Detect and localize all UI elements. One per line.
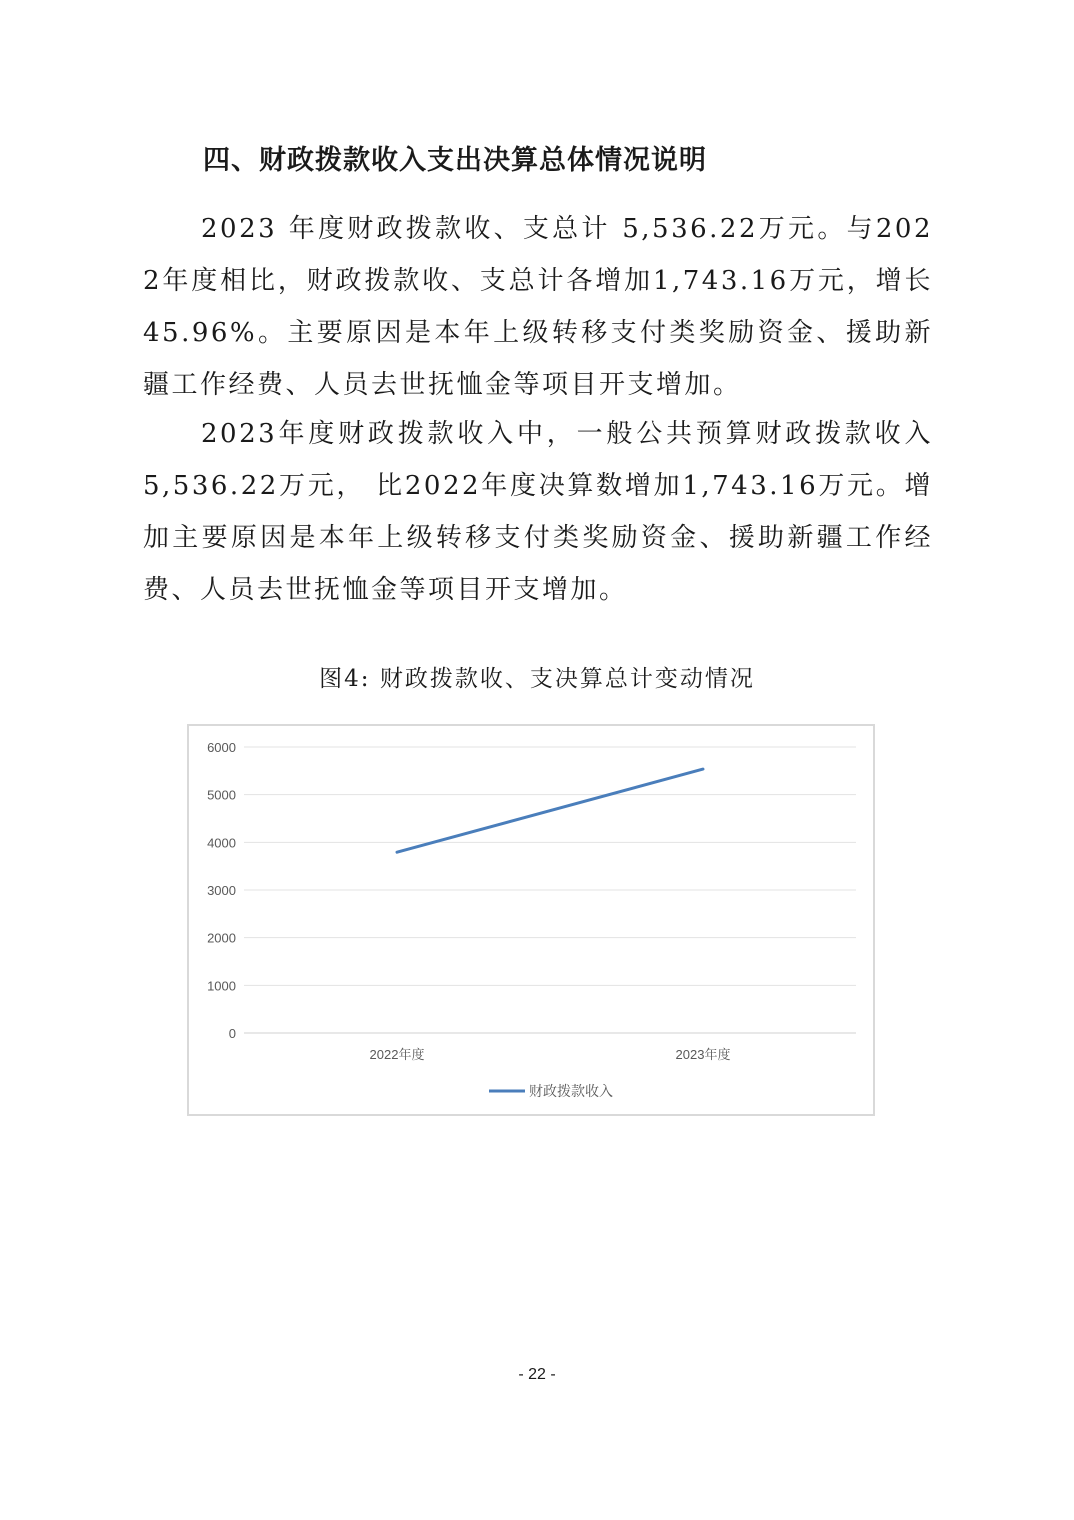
y-tick-label: 1000	[207, 978, 236, 994]
paragraph-income: 2023年度财政拨款收入中，一般公共预算财政拨款收入5,536.22万元， 比2022年度决算数增加1,743.16万元。增加主要原因是本年上级转移支付类奖励资金、援助新疆工作经费、人员去世抚恤金等项目开支增加。	[143, 419, 933, 605]
x-tick-label: 2022年度	[369, 1047, 425, 1062]
figure-caption: 图4: 财政拨款收、支决算总计变动情况	[319, 666, 755, 692]
x-tick-label: 2023年度	[675, 1047, 731, 1062]
line-chart	[187, 724, 875, 1116]
chart-canvas	[189, 726, 873, 1114]
legend-label: 财政拨款收入	[529, 1084, 613, 1100]
y-tick-label: 4000	[207, 835, 236, 851]
y-tick-label: 3000	[207, 883, 236, 898]
y-tick-label: 5000	[207, 787, 236, 803]
section-heading: 四、财政拨款收入支出决算总体情况说明	[203, 145, 707, 176]
y-tick-label: 2000	[207, 930, 236, 946]
y-tick-label: 6000	[207, 740, 236, 755]
y-tick-label: 0	[228, 1026, 236, 1041]
paragraph-summary: 2023 年度财政拨款收、支总计 5,536.22万元。与2022年度相比，财政拨款收、支总计各增加1,743.16万元，增长45.96%。主要原因是本年上级转移支付类奖励资金、援助新疆工作经费、人员去世抚恤金等项目开支增加。	[143, 214, 933, 400]
page-number: - 22 -	[518, 1366, 556, 1383]
series-line	[397, 769, 703, 852]
